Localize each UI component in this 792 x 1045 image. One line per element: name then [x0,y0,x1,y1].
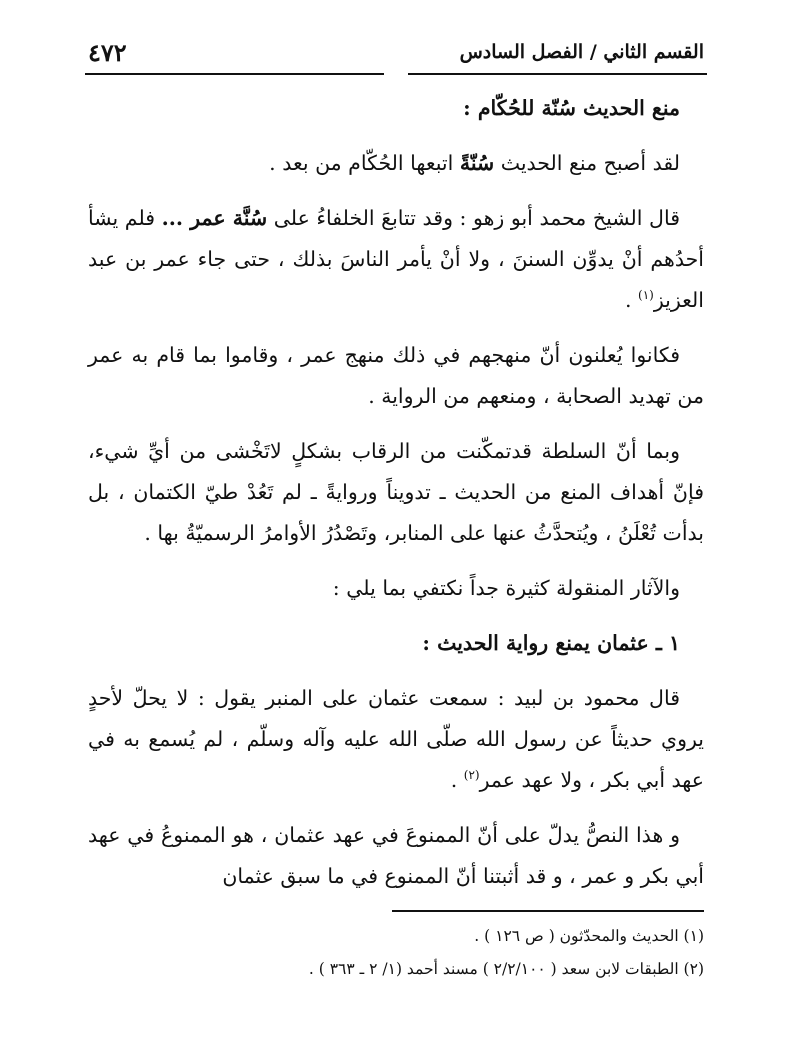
footnote-marker-2: (٢) [463,768,480,783]
emphasis: سُنّةً [459,151,495,175]
paragraph-6: قال محمود بن لبيد : سمعت عثمان على المنبر يقول : لا يحلّ لأحدٍ يروي حديثاً عن رسول الله صلّى الله عليه وآله وسلّم ، لم يُسمع به في عهد أبي بكر ، ولا عهد عمر$^{(٢)}$ . [88,686,704,792]
footnote-1: (١) الحديث والمحدّثون ( ص ١٢٦ ) . [474,927,704,945]
main-text [88,88,704,911]
paragraph-1: لقد أصبح منع الحديث سُنّةً اتبعها الحُكّام من بعد . [269,151,680,175]
running-header-title: القسم الثاني / الفصل السادس [459,41,704,63]
footnote-2: (٢) الطبقات لابن سعد ( ٢/٢/١٠٠ ) مسند أحمد (١/ ٢ ـ ٣٦٣ ) . [308,960,704,978]
footnote-marker-1: (١) [638,288,654,303]
section-heading-1: منع الحديث سُنّة للحُكّام : [463,96,680,120]
page-header [88,32,704,72]
paragraph-3: فكانوا يُعلنون أنّ منهجهم في ذلك منهج عمر ، وقاموا بما قام به عمر من تهديد الصحابة ، ومنعهم من الرواية . [88,343,704,408]
paragraph-4: وبما أنّ السلطة قدتمكّنت من الرقاب بشكلٍ لاتَخْشى من أيِّ شيء، فإنّ أهداف المنع من الحديث ـ تدويناً وروايةً ـ لم تَعُدْ طيّ الكتمان ، بل بدأت تُعْلَنُ ، ويُتحدَّثُ عنها على المنابر، وتَصْدُرُ الأوامرُ الرسميّةُ بها . [88,439,704,545]
header-divider [85,73,707,75]
footnote-divider [392,910,704,912]
paragraph-2: قال الشيخ محمد أبو زهو : وقد تتابعَ الخلفاءُ على سُنَّة عمر ... فلم يشأ أحدُهم أنْ يدوِّن السننَ ، ولا أنْ يأمر الناسَ بذلك ، حتى جاء عمر بن عبد العزيز$^{(١)}$ . [88,206,704,312]
footnotes [88,920,704,986]
paragraph-7: و هذا النصُّ يدلّ على أنّ الممنوعَ في عهد عثمان ، هو الممنوعُ في عهد أبي بكر و عمر ، و قد أثبتنا أنّ الممنوع في ما سبق عثمان [88,823,704,888]
emphasis: سُنَّة عمر ... [161,206,268,230]
section-heading-2: ١ ـ عثمان يمنع رواية الحديث : [422,631,680,655]
page-number: ٤٧٢ [88,37,127,67]
paragraph-5: والآثار المنقولة كثيرة جداً نكتفي بما يلي : [332,576,680,600]
